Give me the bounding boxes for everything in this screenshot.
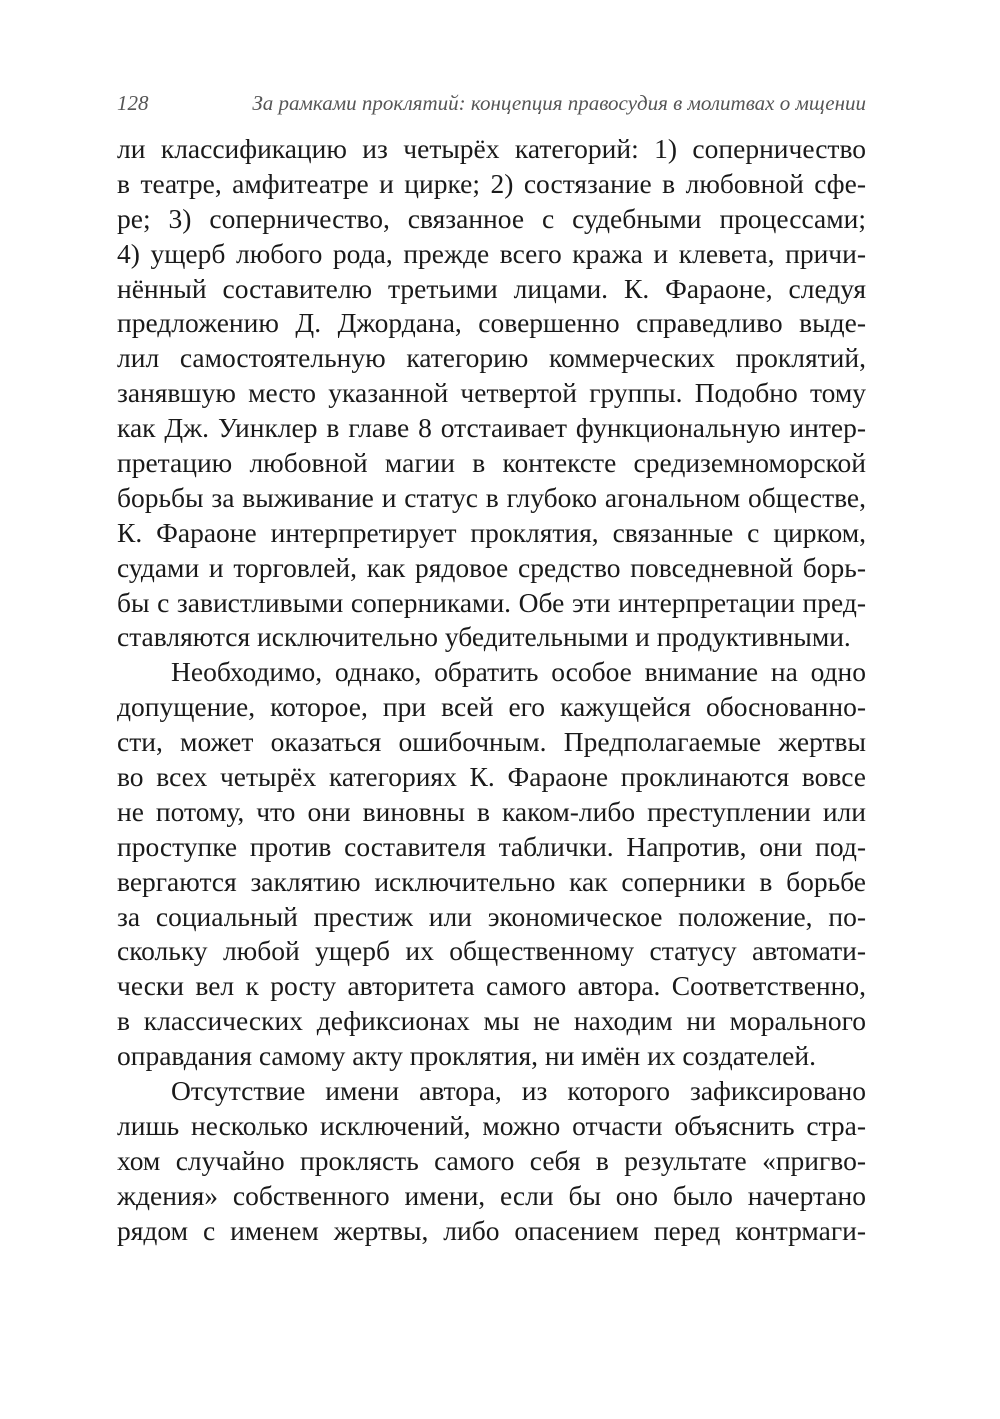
paragraph-3: [117, 1074, 866, 1248]
running-header: [117, 88, 866, 118]
text-line: во всех четырёх категориях К. Фараоне проклинаются вовсе: [117, 761, 866, 793]
text-line: в театре, амфитеатре и цирке; 2) состязание в любовной сфе-: [117, 167, 866, 199]
paragraph-1: [117, 132, 866, 655]
text-line: вергаются заклятию исключительно как соперники в борьбе: [117, 865, 866, 897]
text-line: судами и торговлей, как рядовое средство повседневной борь-: [117, 551, 866, 583]
running-title: За рамками проклятий: концепция правосудия в молитвах о мщении: [252, 91, 866, 115]
text-line: Отсутствие имени автора, из которого зафиксировано: [171, 1075, 866, 1107]
text-line: предложению Д. Джордана, совершенно справедливо выде-: [117, 307, 866, 339]
text-line: ли классификацию из четырёх категорий: 1) соперничество: [117, 133, 866, 164]
text-line: нённый составителю третьими лицами. К. Фараоне, следуя: [117, 272, 866, 304]
text-line: ждения» собственного имени, если бы оно было начертано: [117, 1179, 866, 1211]
paragraph-2: [117, 655, 866, 1074]
text-line: лил самостоятельную категорию коммерческих проклятий,: [117, 342, 866, 374]
text-line: ставляются исключительно убедительными и продуктивными.: [117, 621, 851, 653]
text-line: рядом с именем жертвы, либо опасением перед контрмаги-: [117, 1214, 866, 1246]
text-line: сти, может оказаться ошибочным. Предполагаемые жертвы: [117, 726, 866, 758]
text-line: занявшую место указанной четвертой группы. Подобно тому: [117, 377, 866, 409]
page-number: 128: [117, 91, 149, 115]
text-line: Необходимо, однако, обратить особое внимание на одно: [171, 656, 866, 688]
text-line: как Дж. Уинклер в главе 8 отстаивает функциональную интер-: [117, 412, 866, 444]
text-line: проступке против составителя таблички. Напротив, они под-: [117, 830, 866, 862]
text-line: чески вел к росту авторитета самого автора. Соответственно,: [117, 970, 866, 1002]
text-line: лишь несколько исключений, можно отчасти объяснить стра-: [117, 1109, 866, 1141]
body-text: [117, 132, 866, 1249]
text-line: за социальный престиж или экономическое положение, по-: [117, 900, 866, 932]
text-line: ре; 3) соперничество, связанное с судебными процессами;: [117, 202, 866, 234]
text-line: К. Фараоне интерпретирует проклятия, связанные с цирком,: [117, 516, 866, 548]
text-line: бы с завистливыми соперниками. Обе эти интерпретации пред-: [117, 586, 866, 618]
text-line: оправдания самому акту проклятия, ни имён их создателей.: [117, 1040, 816, 1072]
text-line: не потому, что они виновны в каком-либо преступлении или: [117, 795, 866, 827]
text-line: допущение, которое, при всей его кажущейся обоснованно-: [117, 691, 866, 723]
text-line: скольку любой ущерб их общественному статусу автомати-: [117, 935, 866, 967]
text-line: 4) ущерб любого рода, прежде всего кража и клевета, причи-: [117, 237, 866, 269]
text-line: хом случайно проклясть самого себя в результате «пригво-: [117, 1144, 866, 1176]
text-line: борьбы за выживание и статус в глубоко агональном обществе,: [117, 481, 866, 513]
text-line: в классических дефиксионах мы не находим ни морального: [117, 1005, 866, 1037]
text-line: претацию любовной магии в контексте средиземноморской: [117, 447, 866, 479]
